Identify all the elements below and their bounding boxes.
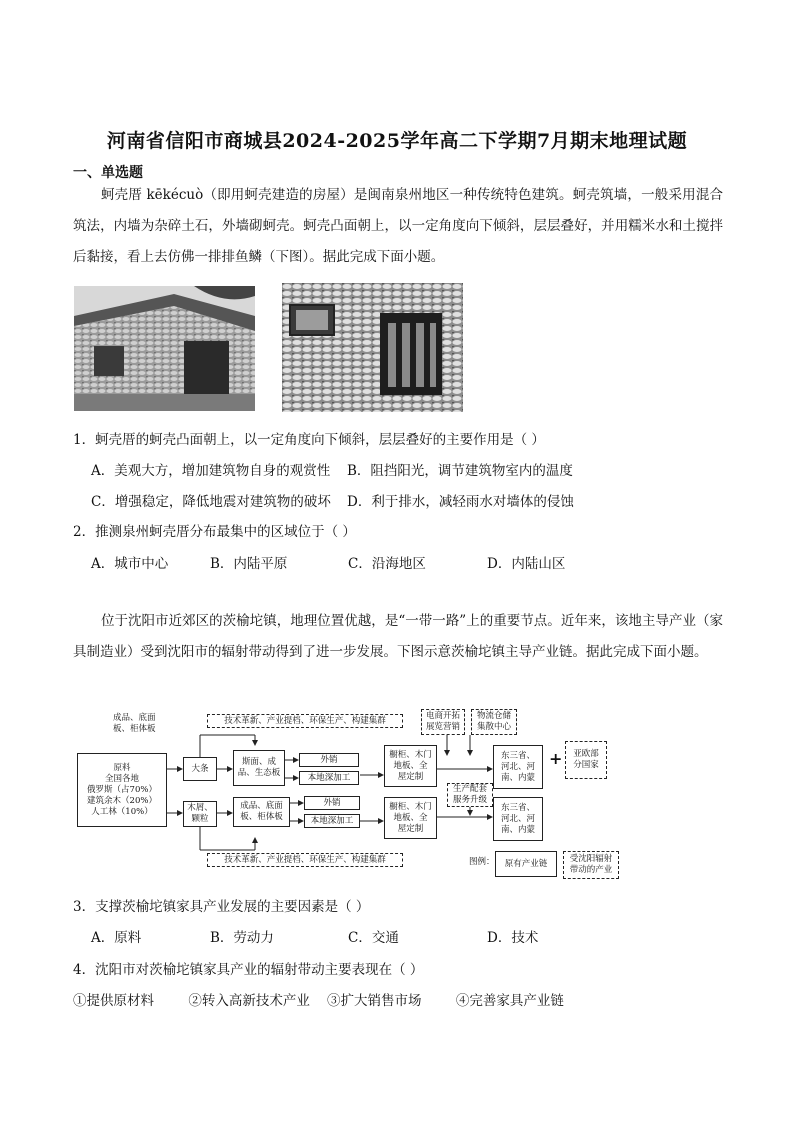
tech-upgrade-bottom: 技术革新、产业提档、环保生产、构建集群 [207, 853, 403, 867]
passage-2: 位于沈阳市近郊区的茨榆坨镇，地理位置优越，是“一带一路”上的重要节点。近年来，该地主导产业（家具制造业）受到沈阳市的辐射带动得到了进一步发展。下图示意茨榆坨镇主导产业链。据此完成下面小题。 [73, 613, 723, 660]
question-1-option-a[interactable]: A．美观大方，增加建筑物自身的观赏性 [91, 463, 331, 479]
question-1-stem: 1．蚵壳厝的蚵壳凸面朝上，以一定角度向下倾斜，层层叠好的主要作用是（ ） [73, 432, 545, 448]
export-sale-2: 外销 [304, 796, 360, 810]
industry-chain-diagram [75, 705, 625, 885]
question-4-stem: 4．沈阳市对茨榆坨镇家具产业的辐射带动主要表现在（ ） [73, 962, 424, 978]
tech-upgrade-top: 技术革新、产业提档、环保生产、构建集群 [207, 714, 403, 728]
raw-material-box: 原料 全国各地 俄罗斯（占70%） 建筑余木（20%） 人工林（10%） [77, 753, 167, 827]
question-2-option-b[interactable]: B．内陆平原 [210, 556, 288, 572]
top-note: 成品、底面 板、柜体板 [113, 713, 156, 734]
local-processing-2: 本地深加工 [304, 814, 360, 828]
section-heading: 一、单选题 [73, 165, 143, 181]
panel-products-box-1: 斯面、成 品、生态板 [233, 750, 285, 786]
question-4-items: ①提供原材料 ②转入高新技术产业 ③扩大销售市场 ④完善家具产业链 [73, 993, 564, 1009]
question-2-option-d[interactable]: D．内陆山区 [487, 556, 566, 572]
question-3-option-a[interactable]: A．原料 [91, 930, 142, 946]
question-3-stem: 3．支撑茨榆坨镇家具产业发展的主要因素是（ ） [73, 899, 370, 915]
furniture-products-1: 橱柜、木门 地板、全 屋定制 [384, 745, 437, 787]
question-2-option-c[interactable]: C．沿海地区 [348, 556, 426, 572]
question-3-option-d[interactable]: D．技术 [487, 930, 539, 946]
page-title: 河南省信阳市商城县2024-2025学年高二下学期7月期末地理试题 [106, 130, 688, 152]
question-1-option-d[interactable]: D．利于排水，减轻雨水对墙体的侵蚀 [347, 494, 574, 510]
export-countries-box: 亚欧部 分国家 [565, 741, 607, 779]
passage-1: 蚵壳厝 kēkécuò（即用蚵壳建造的房屋）是闽南泉州地区一种传统特色建筑。蚵壳筑墙，一般采用混合筑法，内墙为杂碎土石，外墙砌蚵壳。蚵壳凸面朝上，以一定角度向下倾斜，层层叠好，并用糯米水和土搅拌后黏接，看上去仿佛一排排鱼鳞（下图）。据此完成下面小题。 [73, 187, 723, 265]
shell-wall-photo [282, 283, 463, 412]
logistics-box: 物流仓储 集散中心 [471, 709, 517, 735]
market-box-2: 东三省、 河北、河 南、内蒙 [493, 797, 543, 841]
legend-label: 图例： [469, 857, 495, 867]
question-2-stem: 2．推测泉州蚵壳厝分布最集中的区域位于（ ） [73, 524, 356, 540]
question-1-option-b[interactable]: B．阻挡阳光，调节建筑物室内的温度 [347, 463, 573, 479]
ecommerce-box: 电商开拓 展览营销 [421, 709, 465, 735]
legend-original-chain: 原有产业链 [495, 851, 557, 877]
plus-sign: + [549, 749, 563, 768]
panel-products-box-2: 成品、底面 板、柜体板 [233, 797, 290, 827]
furniture-products-2: 橱柜、木门 地板、全 屋定制 [384, 797, 437, 839]
market-box-1: 东三省、 河北、河 南、内蒙 [493, 745, 543, 789]
production-service-box: 生产配套 服务升级 [447, 783, 493, 807]
export-sale-1: 外销 [299, 753, 359, 767]
legend-radiated-industry: 受沈阳辐射 带动的产业 [563, 851, 619, 879]
timber-box: 大条 [183, 757, 217, 781]
question-3-option-c[interactable]: C．交通 [348, 930, 399, 946]
sawdust-box: 木屑、 颗粒 [183, 801, 217, 827]
oyster-house-photo [74, 286, 255, 411]
local-processing-1: 本地深加工 [299, 771, 359, 785]
question-1-option-c[interactable]: C．增强稳定，降低地震对建筑物的破坏 [91, 494, 331, 510]
question-3-option-b[interactable]: B．劳动力 [210, 930, 274, 946]
question-2-option-a[interactable]: A．城市中心 [91, 556, 169, 572]
